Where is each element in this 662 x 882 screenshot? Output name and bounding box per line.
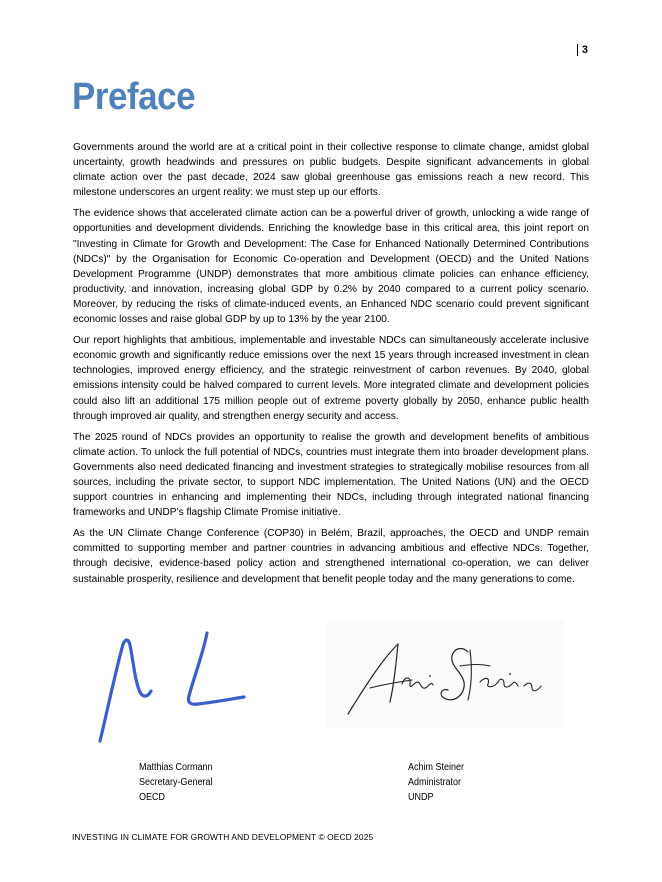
signatory-name: Matthias Cormann xyxy=(139,762,213,773)
paragraph-2: The evidence shows that accelerated climate action can be a powerful driver of growth, unlocking a wide range of opportunities and development dividends. Enriching the knowledge base in this critical area, this joint report on "Investing in Climate for Growth and Development: The Case for Enhanced Nationally Determined Contributions (NDCs)" by the Organisation for Economic Co-operation and Development (OECD) and the United Nations Development Programme (UNDP) demonstrates that more ambitious climate policies can enhance efficiency, productivity, and innovation, increasing global GDP by 0.2% by 2040 compared to a current policy scenario. Moreover, by reducing the risks of climate-induced events, an Enhanced NDC scenario could prevent significant economic losses and raise global GDP by up to 13% by the year 2100. xyxy=(73,208,589,326)
signatory-cormann xyxy=(139,760,213,805)
paragraph-3: Our report highlights that ambitious, implementable and investable NDCs can simultaneously accelerate inclusive economic growth and significantly reduce emissions over the next 15 years through increased investment in clean technologies, improved energy efficiency, and the strategic reinvestment of carbon revenues. By 2040, global emissions intensity could be halved compared to current levels. More integrated climate and development policies could also lift an additional 175 million people out of extreme poverty globally by 2050, enhance public health through improved air quality, and strengthen energy security and access. xyxy=(73,335,589,422)
page-footer: INVESTING IN CLIMATE FOR GROWTH AND DEVELOPMENT © OECD 2025 xyxy=(72,832,374,842)
preface-body xyxy=(73,140,589,593)
paragraph-4: The 2025 round of NDCs provides an opportunity to realise the growth and development benefits of ambitious climate action. To unlock the full potential of NDCs, countries must integrate them into broader development plans. Governments also need dedicated financing and investment strategies to strategically mobilise resources from all sources, including the private sector, to support NDC implementation. The United Nations (UN) and the OECD support countries in enhancing and implementing their NDCs, including through integrated national financing frameworks and UNDP’s flagship Climate Promise initiative. xyxy=(73,431,589,519)
signatory-org: OECD xyxy=(139,792,166,803)
page-title: Preface xyxy=(72,76,196,118)
signatory-steiner xyxy=(408,760,464,805)
signatory-role: Secretary-General xyxy=(139,777,213,788)
page-number: 3 xyxy=(577,44,588,56)
paragraph-1: Governments around the world are at a critical point in their collective response to climate change, amidst global uncertainty, growth headwinds and pressures on public budgets. Despite significant advancements in global climate action over the past decade, 2024 saw global greenhouse gas emissions reach a new record. This milestone underscores an urgent reality: we must step up our efforts. xyxy=(73,142,589,199)
signature-steiner xyxy=(340,636,550,720)
signature-cormann xyxy=(93,628,253,746)
paragraph-5: As the UN Climate Change Conference (COP30) in Belém, Brazil, approaches, the OECD and UNDP remain committed to supporting member and partner countries in advancing ambitious and effective NDCs. Together, through decisive, evidence-based policy action and strengthened international co-operation, we can deliver sustainable prosperity, resilience and development that benefit people today and the many generations to come. xyxy=(73,528,589,585)
signatory-org: UNDP xyxy=(408,792,434,803)
signatory-role: Administrator xyxy=(408,777,462,788)
signatory-name: Achim Steiner xyxy=(408,762,465,773)
